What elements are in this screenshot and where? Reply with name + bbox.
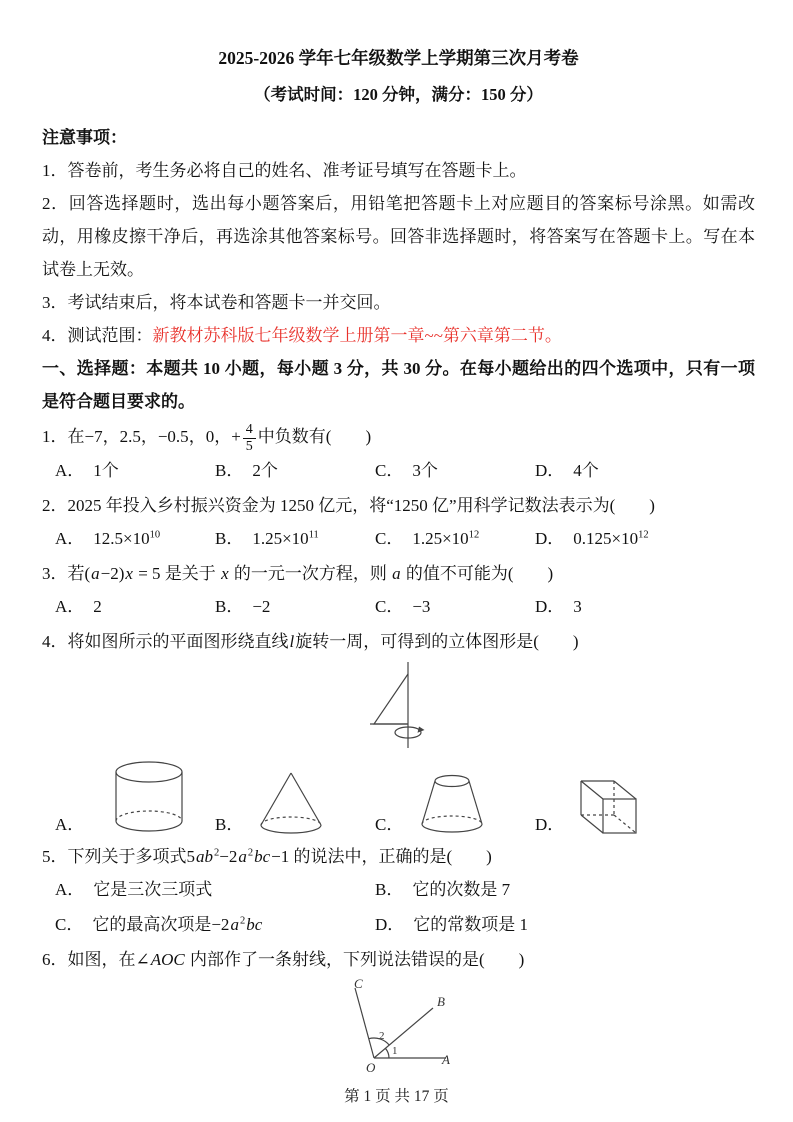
frustum-figure [418, 770, 488, 836]
notice-label: 注意事项： [42, 128, 127, 147]
question-4-option-a: A． [55, 758, 215, 836]
question-5-option-a: A． 它是三次三项式 [55, 879, 213, 899]
page-title: 2025-2026 学年七年级数学上学期第三次月考卷 [218, 48, 579, 68]
notice-item-1: 1．答卷前，考生务必将自己的姓名、准考证号填写在答题卡上。 [42, 161, 527, 180]
question-2-option-d: D． $0.125\times 10^{12}$ [535, 528, 649, 548]
label-b: B [436, 993, 445, 1009]
question-3-option-a: A． 2 [55, 596, 102, 616]
cylinder-figure [99, 758, 199, 836]
question-2-option-a: A． $12.5\times 10^{10}$ [55, 528, 161, 548]
cuboid-figure [579, 779, 639, 836]
question-1-option-a: A． 1个 [55, 460, 119, 480]
angle-1-arc [385, 1048, 389, 1058]
question-4-stem: 4．将如图所示的平面图形绕直线l旋转一周，可得到的立体图形是( ) [42, 631, 579, 651]
triangle-outline [374, 674, 408, 724]
question-3-option-d: D． 3 [535, 596, 582, 616]
rotation-figure [353, 660, 463, 752]
question-2-options [42, 522, 755, 555]
question-2-option-c: C． $1.25\times 10^{12}$ [375, 528, 480, 548]
label-angle-2: 2 [378, 1029, 384, 1042]
label-c: C [353, 977, 363, 991]
question-5-option-d: D． 它的常数项是 1 [375, 914, 529, 934]
label-angle-1: 1 [391, 1044, 397, 1057]
question-1-options [42, 454, 755, 487]
question-5-options-row-2 [42, 908, 755, 941]
question-3-option-b: B． −2 [215, 596, 271, 616]
test-scope-text: 新教材苏科版七年级数学上册第一章~~第六章第二节。 [152, 326, 562, 345]
question-2-stem: 2．2025 年投入乡村振兴资金为 1250 亿元，将“1250 亿”用科学记数法表示为( ) [42, 495, 655, 515]
exam-time-score: （考试时间：120 分钟，满分：150 分） [254, 85, 543, 104]
question-4-option-b: B． [215, 770, 375, 836]
question-4-option-d: D． [535, 779, 695, 836]
notice-item-3: 3．考试结束后，将本试卷和答题卡一并交回。 [42, 293, 391, 312]
question-3-stem: 3．若(a−2)x = 5 是关于 x 的一元一次方程，则 a 的值不可能为( ) [42, 563, 554, 583]
question-3-option-c: C． −3 [375, 596, 431, 616]
question-6-stem: 6．如图，在∠AOC 内部作了一条射线，下列说法错误的是( ) [42, 949, 525, 969]
angle-aoc-figure [338, 978, 478, 1078]
question-5-stem: 5．下列关于多项式$5ab^2-2a^2bc-1$ 的说法中，正确的是( ) [42, 846, 492, 866]
notice-item-4-prefix: 4．测试范围： [42, 326, 153, 345]
question-1-option-b: B． 2个 [215, 460, 278, 480]
question-1-option-d: D． 4个 [535, 460, 599, 480]
question-5-option-c: C． 它的最高次项是$-2a^2bc$ [55, 914, 263, 934]
page-footer: 第 1 页 共 17 页 [344, 1088, 449, 1105]
question-1-stem: 1．在−7，2.5，−0.5，0，+ $\frac{4}{5}$ 中负数有( ) [42, 422, 372, 454]
question-3-options [42, 590, 755, 623]
label-a: A [441, 1051, 450, 1067]
question-4-figure [60, 660, 755, 752]
question-5-option-b: B． 它的次数是 7 [375, 879, 511, 899]
question-4-options [42, 758, 755, 836]
question-5-options-row-1 [42, 873, 755, 906]
notice-item-2: 2．回答选择题时，选出每小题答案后，用铅笔把答题卡上对应题目的答案标号涂黑。如需改动，用橡皮擦干净后，再选涂其他答案标号。回答非选择题时，将答案写在答题卡上。写在本试卷上无效。 [42, 194, 755, 279]
ray-oc [355, 988, 374, 1058]
question-1-option-c: C． 3个 [375, 460, 438, 480]
question-6-figure [60, 978, 755, 1078]
section-1-heading: 一、选择题：本题共 10 小题，每小题 3 分，共 30 分。在每小题给出的四个选项中，只有一项是符合题目要求的。 [42, 359, 755, 411]
notice-item-4 [42, 319, 755, 352]
question-4-option-c: C． [375, 770, 535, 836]
label-o: O [365, 1059, 375, 1075]
question-2-option-b: B． $1.25\times 10^{11}$ [215, 528, 319, 548]
cone-figure [258, 770, 328, 836]
